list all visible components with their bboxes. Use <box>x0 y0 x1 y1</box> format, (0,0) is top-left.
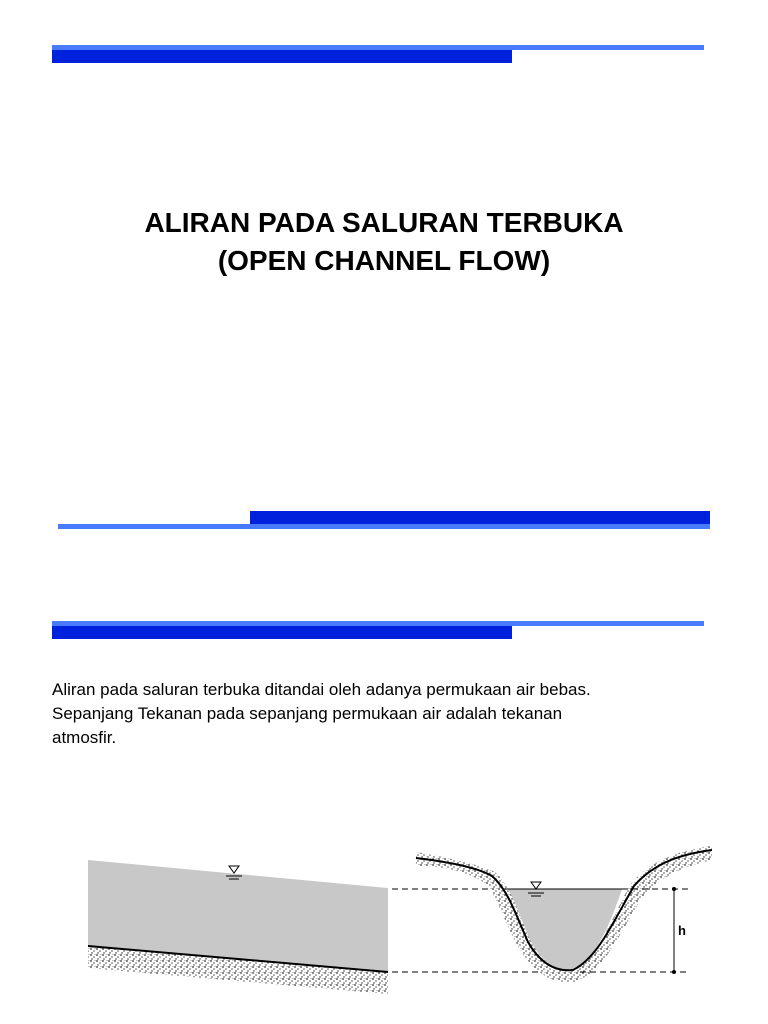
depth-dimension-bottom-dot <box>672 970 676 974</box>
depth-dimension-top-dot <box>672 887 676 891</box>
depth-label: h <box>678 923 686 938</box>
slide-title-line1: ALIRAN PADA SALURAN TERBUKA <box>144 207 624 238</box>
slide-title-line2: (OPEN CHANNEL FLOW) <box>217 245 551 276</box>
description-line-1: Aliran pada saluran terbuka ditandai oleh adanya permukaan air bebas. <box>52 680 591 699</box>
description-line-2: Sepanjang Tekanan pada sepanjang permukaan air adalah tekanan <box>52 704 563 723</box>
description-line-3: atmosfir. <box>52 728 117 747</box>
